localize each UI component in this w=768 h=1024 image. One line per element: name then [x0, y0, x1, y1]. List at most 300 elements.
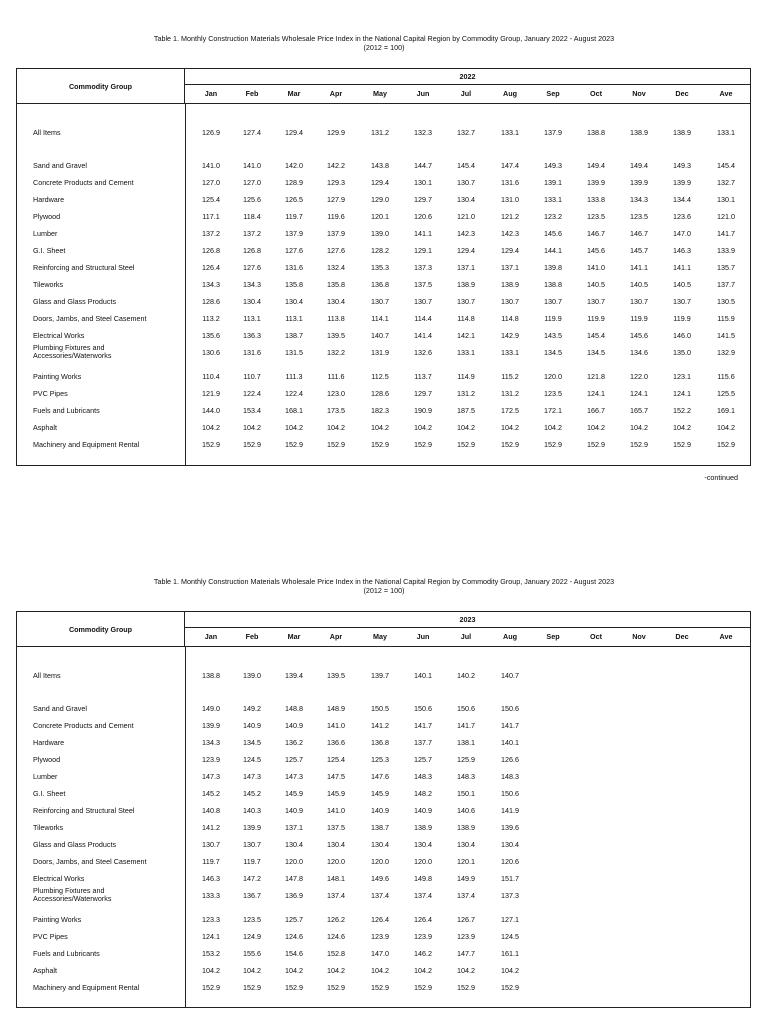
value-cell-apr: 111.6	[327, 372, 345, 381]
value-cell-jul: 114.9	[457, 372, 475, 381]
value-cell-ave: 133.9	[717, 246, 735, 255]
month-header-dec: Dec	[675, 89, 689, 98]
value-cell-may: 182.3	[371, 406, 389, 415]
value-cell-jan: 149.0	[202, 704, 220, 713]
value-cell-jan: 123.9	[202, 755, 220, 764]
table-row	[17, 404, 750, 418]
value-cell-sep: 137.9	[544, 128, 562, 137]
value-cell-jul: 123.9	[457, 932, 475, 941]
value-cell-mar: 140.9	[285, 721, 303, 730]
value-cell-jun: 104.2	[414, 423, 432, 432]
value-cell-ave: 145.4	[717, 161, 735, 170]
value-cell-jul: 147.7	[457, 949, 475, 958]
value-cell-nov: 146.7	[630, 229, 648, 238]
value-cell-feb: 118.4	[243, 212, 261, 221]
value-cell-ave: 135.7	[717, 263, 735, 272]
value-cell-aug: 129.4	[501, 246, 519, 255]
commodity-label: Glass and Glass Products	[33, 297, 117, 306]
value-cell-nov: 134.3	[630, 195, 648, 204]
value-cell-feb: 147.2	[243, 874, 261, 883]
value-cell-feb: 127.4	[243, 128, 261, 137]
value-cell-apr: 141.0	[327, 806, 345, 815]
value-cell-aug: 142.3	[501, 229, 519, 238]
value-cell-feb: 125.6	[243, 195, 261, 204]
value-cell-may: 136.8	[371, 738, 389, 747]
table-row	[17, 913, 750, 927]
value-cell-oct: 145.6	[587, 246, 605, 255]
table-row	[17, 421, 750, 435]
value-cell-ave: 125.5	[717, 389, 735, 398]
value-cell-aug: 126.6	[501, 755, 519, 764]
value-cell-feb: 104.2	[243, 966, 261, 975]
table-row	[17, 278, 750, 292]
value-cell-jun: 152.9	[414, 983, 432, 992]
value-cell-dec: 135.0	[673, 348, 691, 357]
commodity-label: Lumber	[33, 229, 58, 238]
value-cell-mar: 131.5	[285, 348, 303, 357]
value-cell-ave: 115.9	[717, 314, 735, 323]
value-cell-ave: 132.9	[717, 348, 735, 357]
value-cell-jan: 130.6	[202, 348, 220, 357]
value-cell-apr: 139.5	[327, 331, 345, 340]
month-header-nov: Nov	[632, 632, 646, 641]
value-cell-may: 135.3	[371, 263, 389, 272]
value-cell-aug: 152.9	[501, 440, 519, 449]
commodity-label: Painting Works	[33, 372, 82, 381]
table-2023	[16, 611, 751, 1008]
value-cell-aug: 142.9	[501, 331, 519, 340]
table-row	[17, 669, 750, 683]
commodity-label: Concrete Products and Cement	[33, 721, 134, 730]
value-cell-mar: 145.9	[285, 789, 303, 798]
value-cell-aug: 151.7	[501, 874, 519, 883]
value-cell-may: 120.1	[371, 212, 389, 221]
table-row	[17, 872, 750, 886]
value-cell-oct: 140.5	[587, 280, 605, 289]
value-cell-aug: 150.6	[501, 789, 519, 798]
table-row	[17, 329, 750, 343]
value-cell-jul: 130.4	[457, 840, 475, 849]
month-header-may: May	[373, 632, 387, 641]
value-cell-oct: 134.5	[587, 348, 605, 357]
value-cell-apr: 137.4	[327, 891, 345, 900]
value-cell-aug: 104.2	[501, 966, 519, 975]
value-cell-apr: 142.2	[327, 161, 345, 170]
value-cell-feb: 149.2	[243, 704, 261, 713]
value-cell-may: 104.2	[371, 423, 389, 432]
commodity-label: Concrete Products and Cement	[33, 178, 134, 187]
table-row	[17, 838, 750, 852]
value-cell-aug: 104.2	[501, 423, 519, 432]
value-cell-aug: 138.9	[501, 280, 519, 289]
commodity-label: Reinforcing and Structural Steel	[33, 806, 135, 815]
table-2022	[16, 68, 751, 466]
value-cell-ave: 130.5	[717, 297, 735, 306]
value-cell-apr: 147.5	[327, 772, 345, 781]
table-header	[17, 612, 750, 647]
table-row	[17, 981, 750, 995]
value-cell-jun: 141.4	[414, 331, 432, 340]
month-header-ave: Ave	[719, 89, 733, 98]
value-cell-aug: 140.7	[501, 671, 519, 680]
table-row	[17, 753, 750, 767]
value-cell-nov: 152.9	[630, 440, 648, 449]
commodity-label: Electrical Works	[33, 874, 85, 883]
value-cell-apr: 130.4	[327, 840, 345, 849]
value-cell-apr: 141.0	[327, 721, 345, 730]
commodity-label	[33, 344, 183, 360]
value-cell-oct: 123.5	[587, 212, 605, 221]
value-cell-may: 147.6	[371, 772, 389, 781]
commodity-label: Machinery and Equipment Rental	[33, 983, 140, 992]
value-cell-feb: 141.0	[243, 161, 261, 170]
value-cell-sep: 119.9	[544, 314, 562, 323]
value-cell-jul: 150.6	[457, 704, 475, 713]
value-cell-mar: 125.7	[285, 915, 303, 924]
month-header-jul: Jul	[460, 89, 472, 98]
value-cell-sep: 139.8	[544, 263, 562, 272]
value-cell-jun: 129.7	[414, 389, 432, 398]
month-header-apr: Apr	[329, 89, 343, 98]
value-cell-mar: 113.1	[285, 314, 303, 323]
value-cell-aug: 137.1	[501, 263, 519, 272]
value-cell-mar: 139.4	[285, 671, 303, 680]
value-cell-aug: 140.1	[501, 738, 519, 747]
value-cell-dec: 152.9	[673, 440, 691, 449]
value-cell-aug: 131.2	[501, 389, 519, 398]
value-cell-jun: 149.8	[414, 874, 432, 883]
value-cell-nov: 149.4	[630, 161, 648, 170]
value-cell-may: 149.6	[371, 874, 389, 883]
commodity-label: Reinforcing and Structural Steel	[33, 263, 135, 272]
value-cell-dec: 104.2	[673, 423, 691, 432]
value-cell-jul: 130.7	[457, 178, 475, 187]
value-cell-aug: 139.6	[501, 823, 519, 832]
value-cell-apr: 152.9	[327, 983, 345, 992]
table-row	[17, 193, 750, 207]
table-body	[17, 647, 750, 1008]
value-cell-jun: 137.5	[414, 280, 432, 289]
value-cell-may: 139.0	[371, 229, 389, 238]
value-cell-nov: 104.2	[630, 423, 648, 432]
value-cell-jun: 126.4	[414, 915, 432, 924]
commodity-label: Plywood	[33, 755, 61, 764]
value-cell-apr: 152.9	[327, 440, 345, 449]
commodity-label: Tileworks	[33, 280, 64, 289]
value-cell-jun: 137.7	[414, 738, 432, 747]
value-cell-dec: 123.6	[673, 212, 691, 221]
value-cell-jun: 141.7	[414, 721, 432, 730]
value-cell-mar: 130.4	[285, 840, 303, 849]
value-cell-jul: 133.1	[457, 348, 475, 357]
value-cell-ave: 115.6	[717, 372, 735, 381]
value-cell-jan: 125.4	[202, 195, 220, 204]
value-cell-aug: 172.5	[501, 406, 519, 415]
value-cell-jun: 137.3	[414, 263, 432, 272]
table-row	[17, 930, 750, 944]
value-cell-may: 147.0	[371, 949, 389, 958]
value-cell-feb: 152.9	[243, 440, 261, 449]
value-cell-feb: 127.0	[243, 178, 261, 187]
value-cell-mar: 120.0	[285, 857, 303, 866]
commodity-label: Tileworks	[33, 823, 64, 832]
value-cell-apr: 152.8	[327, 949, 345, 958]
value-cell-dec: 149.3	[673, 161, 691, 170]
continued-label: -continued	[704, 473, 738, 482]
value-cell-sep: 145.6	[544, 229, 562, 238]
value-cell-oct: 121.8	[587, 372, 605, 381]
value-cell-sep: 149.3	[544, 161, 562, 170]
table-body	[17, 104, 750, 466]
table-row	[17, 387, 750, 401]
value-cell-nov: 145.7	[630, 246, 648, 255]
value-cell-jul: 148.3	[457, 772, 475, 781]
value-cell-jul: 187.5	[457, 406, 475, 415]
month-header-mar: Mar	[287, 632, 301, 641]
table-row	[17, 770, 750, 784]
value-cell-jun: 132.6	[414, 348, 432, 357]
value-cell-ave: 141.7	[717, 229, 735, 238]
commodity-label: Machinery and Equipment Rental	[33, 440, 140, 449]
value-cell-mar: 142.0	[285, 161, 303, 170]
value-cell-may: 129.0	[371, 195, 389, 204]
value-cell-jun: 140.9	[414, 806, 432, 815]
value-cell-apr: 137.9	[327, 229, 345, 238]
value-cell-jan: 104.2	[202, 423, 220, 432]
value-cell-jan: 153.2	[202, 949, 220, 958]
value-cell-aug: 131.6	[501, 178, 519, 187]
value-cell-feb: 147.3	[243, 772, 261, 781]
month-header-sep: Sep	[546, 632, 560, 641]
value-cell-feb: 104.2	[243, 423, 261, 432]
value-cell-jul: 137.4	[457, 891, 475, 900]
value-cell-apr: 137.5	[327, 823, 345, 832]
value-cell-mar: 124.6	[285, 932, 303, 941]
value-cell-jun: 129.7	[414, 195, 432, 204]
month-header-oct: Oct	[590, 632, 602, 641]
value-cell-ave: 152.9	[717, 440, 735, 449]
value-cell-mar: 128.9	[285, 178, 303, 187]
table-row	[17, 719, 750, 733]
page1-title-block	[0, 34, 768, 52]
value-cell-sep: 104.2	[544, 423, 562, 432]
value-cell-oct: 141.0	[587, 263, 605, 272]
value-cell-feb: 153.4	[243, 406, 261, 415]
value-cell-jul: 138.9	[457, 823, 475, 832]
commodity-label: Painting Works	[33, 915, 82, 924]
value-cell-apr: 126.2	[327, 915, 345, 924]
value-cell-jun: 129.1	[414, 246, 432, 255]
month-header-jun: Jun	[416, 632, 430, 641]
value-cell-dec: 152.2	[673, 406, 691, 415]
value-cell-may: 152.9	[371, 983, 389, 992]
value-cell-jun: 152.9	[414, 440, 432, 449]
value-cell-mar: 136.9	[285, 891, 303, 900]
value-cell-aug: 115.2	[501, 372, 519, 381]
page2-title: Table 1. Monthly Construction Materials Wholesale Price Index in the National Capital Region by Commodity Group, January 2022 - August 2023	[153, 577, 615, 586]
value-cell-aug: 130.4	[501, 840, 519, 849]
value-cell-mar: 138.7	[285, 331, 303, 340]
value-cell-oct: 152.9	[587, 440, 605, 449]
value-cell-jan: 140.8	[202, 806, 220, 815]
value-cell-jan: 146.3	[202, 874, 220, 883]
value-cell-feb: 145.2	[243, 789, 261, 798]
value-cell-jul: 129.4	[457, 246, 475, 255]
value-cell-mar: 147.8	[285, 874, 303, 883]
value-cell-sep: 138.8	[544, 280, 562, 289]
value-cell-feb: 131.6	[243, 348, 261, 357]
value-cell-sep: 123.2	[544, 212, 562, 221]
value-cell-aug: 133.1	[501, 128, 519, 137]
value-cell-dec: 140.5	[673, 280, 691, 289]
value-cell-mar: 154.6	[285, 949, 303, 958]
month-header-sep: Sep	[546, 89, 560, 98]
value-cell-may: 114.1	[371, 314, 389, 323]
value-cell-aug: 130.7	[501, 297, 519, 306]
value-cell-dec: 119.9	[673, 314, 691, 323]
value-cell-feb: 127.6	[243, 263, 261, 272]
value-cell-jul: 121.0	[457, 212, 475, 221]
value-cell-aug: 131.0	[501, 195, 519, 204]
table-row	[17, 702, 750, 716]
value-cell-may: 145.9	[371, 789, 389, 798]
value-cell-may: 128.2	[371, 246, 389, 255]
value-cell-may: 123.9	[371, 932, 389, 941]
commodity-label: Lumber	[33, 772, 58, 781]
value-cell-jul: 126.7	[457, 915, 475, 924]
value-cell-apr: 125.4	[327, 755, 345, 764]
table-row	[17, 227, 750, 241]
value-cell-jun: 123.9	[414, 932, 432, 941]
value-cell-aug: 120.6	[501, 857, 519, 866]
commodity-label: PVC Pipes	[33, 389, 68, 398]
value-cell-jun: 132.3	[414, 128, 432, 137]
value-cell-jul: 140.2	[457, 671, 475, 680]
commodity-label: PVC Pipes	[33, 932, 68, 941]
value-cell-jun: 137.4	[414, 891, 432, 900]
value-cell-dec: 141.1	[673, 263, 691, 272]
value-cell-jun: 120.6	[414, 212, 432, 221]
value-cell-jan: 126.8	[202, 246, 220, 255]
value-cell-may: 129.4	[371, 178, 389, 187]
value-cell-jan: 130.7	[202, 840, 220, 849]
commodity-label: Sand and Gravel	[33, 161, 87, 170]
value-cell-apr: 139.5	[327, 671, 345, 680]
value-cell-nov: 138.9	[630, 128, 648, 137]
commodity-label: Sand and Gravel	[33, 704, 87, 713]
value-cell-apr: 113.8	[327, 314, 345, 323]
value-cell-mar: 125.7	[285, 755, 303, 764]
value-cell-mar: 130.4	[285, 297, 303, 306]
value-cell-ave: 169.1	[717, 406, 735, 415]
value-cell-dec: 123.1	[673, 372, 691, 381]
value-cell-jul: 137.1	[457, 263, 475, 272]
value-cell-feb: 113.1	[243, 314, 261, 323]
table-row	[17, 159, 750, 173]
page2-title-block	[0, 577, 768, 595]
year-header: 2022	[185, 69, 750, 85]
value-cell-jul: 141.7	[457, 721, 475, 730]
value-cell-mar: 119.7	[285, 212, 303, 221]
commodity-label: All Items	[33, 128, 61, 137]
value-cell-may: 131.2	[371, 128, 389, 137]
value-cell-oct: 139.9	[587, 178, 605, 187]
value-cell-feb: 110.7	[243, 372, 261, 381]
commodity-group-header: Commodity Group	[17, 612, 185, 646]
value-cell-feb: 140.3	[243, 806, 261, 815]
value-cell-feb: 123.5	[243, 915, 261, 924]
value-cell-nov: 141.1	[630, 263, 648, 272]
commodity-label-line2: Accessories/Waterworks	[33, 894, 112, 903]
value-cell-dec: 134.4	[673, 195, 691, 204]
value-cell-nov: 122.0	[630, 372, 648, 381]
value-cell-may: 120.0	[371, 857, 389, 866]
value-cell-jan: 104.2	[202, 966, 220, 975]
value-cell-may: 141.2	[371, 721, 389, 730]
value-cell-may: 152.9	[371, 440, 389, 449]
table-row	[17, 370, 750, 384]
commodity-label: Hardware	[33, 195, 65, 204]
value-cell-feb: 130.7	[243, 840, 261, 849]
table-row	[17, 126, 750, 140]
value-cell-aug: 148.3	[501, 772, 519, 781]
value-cell-may: 130.4	[371, 840, 389, 849]
table-row	[17, 312, 750, 326]
commodity-label: Fuels and Lubricants	[33, 949, 100, 958]
value-cell-aug: 133.1	[501, 348, 519, 357]
value-cell-may: 125.3	[371, 755, 389, 764]
table-header	[17, 69, 750, 104]
value-cell-aug: 152.9	[501, 983, 519, 992]
value-cell-aug: 114.8	[501, 314, 519, 323]
value-cell-nov: 140.5	[630, 280, 648, 289]
value-cell-feb: 139.0	[243, 671, 261, 680]
value-cell-feb: 119.7	[243, 857, 261, 866]
value-cell-oct: 166.7	[587, 406, 605, 415]
value-cell-jan: 134.3	[202, 738, 220, 747]
table-row	[17, 736, 750, 750]
month-header-jan: Jan	[204, 632, 218, 641]
value-cell-nov: 130.7	[630, 297, 648, 306]
value-cell-ave: 130.1	[717, 195, 735, 204]
value-cell-oct: 133.8	[587, 195, 605, 204]
value-cell-jan: 152.9	[202, 983, 220, 992]
value-cell-jul: 138.1	[457, 738, 475, 747]
value-cell-jun: 140.1	[414, 671, 432, 680]
value-cell-may: 130.7	[371, 297, 389, 306]
value-cell-jan: 137.2	[202, 229, 220, 238]
value-cell-ave: 132.7	[717, 178, 735, 187]
value-cell-jul: 138.9	[457, 280, 475, 289]
value-cell-oct: 138.8	[587, 128, 605, 137]
value-cell-mar: 104.2	[285, 423, 303, 432]
value-cell-aug: 161.1	[501, 949, 519, 958]
value-cell-jul: 104.2	[457, 423, 475, 432]
value-cell-feb: 122.4	[243, 389, 261, 398]
value-cell-oct: 146.7	[587, 229, 605, 238]
value-cell-oct: 104.2	[587, 423, 605, 432]
value-cell-apr: 129.3	[327, 178, 345, 187]
value-cell-feb: 155.6	[243, 949, 261, 958]
value-cell-jan: 119.7	[202, 857, 220, 866]
value-cell-jan: 141.2	[202, 823, 220, 832]
value-cell-mar: 137.1	[285, 823, 303, 832]
value-cell-mar: 152.9	[285, 983, 303, 992]
value-cell-feb: 124.9	[243, 932, 261, 941]
value-cell-jun: 104.2	[414, 966, 432, 975]
value-cell-nov: 165.7	[630, 406, 648, 415]
value-cell-may: 136.8	[371, 280, 389, 289]
